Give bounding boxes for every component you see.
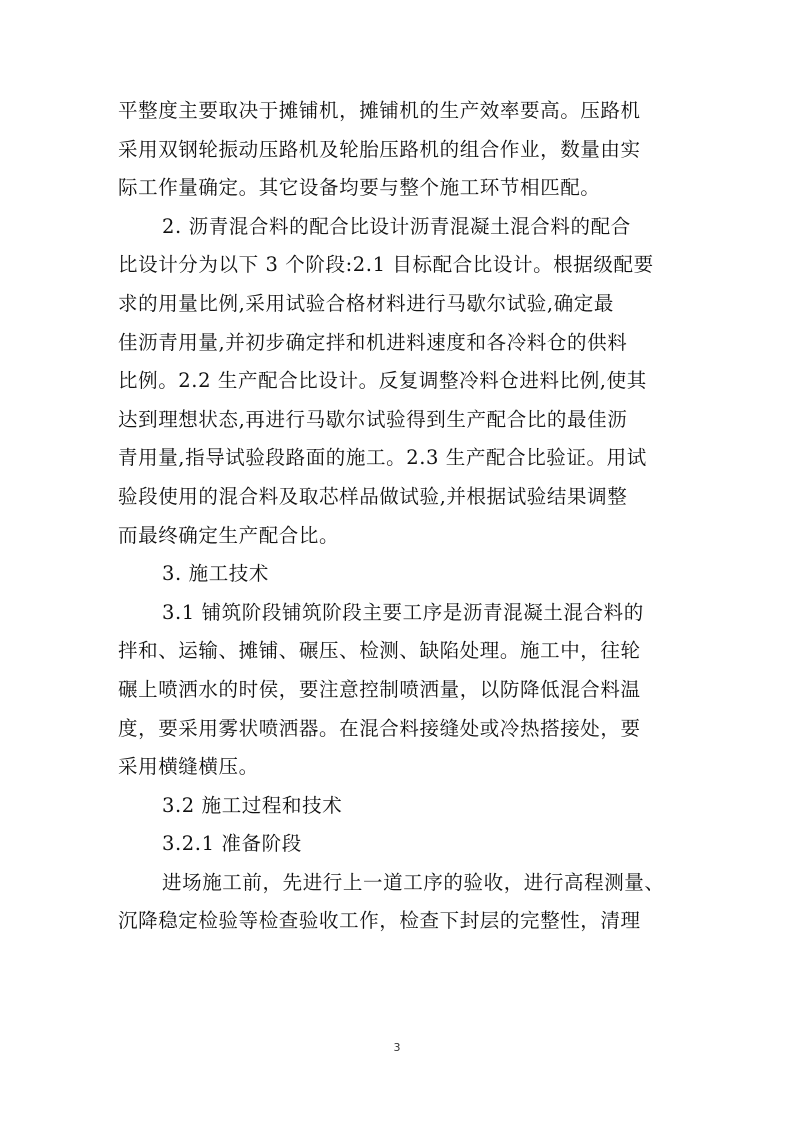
text-line: 际工作量确定。其它设备均要与整个施工环节相匹配。 xyxy=(118,176,601,200)
text-line: 验段使用的混合料及取芯样品做试验,并根据试验结果调整 xyxy=(118,484,628,508)
text-line: 比设计分为以下 3 个阶段:2.1 目标配合比设计。根据级配要 xyxy=(118,253,654,277)
text-line: 青用量,指导试验段路面的施工。2.3 生产配合比验证。用试 xyxy=(118,446,647,470)
text-line: 采用横缝横压。 xyxy=(118,755,259,779)
text-line: 采用双钢轮振动压路机及轮胎压路机的组合作业，数量由实 xyxy=(118,137,641,161)
text-line: 碾上喷洒水的时侯，要注意控制喷洒量，以防降低混合料温 xyxy=(118,677,641,701)
body-text xyxy=(118,92,680,941)
text-line: 而最终确定生产配合比。 xyxy=(118,523,340,547)
text-line: 佳沥青用量,并初步确定拌和机进料速度和各冷料仓的供料 xyxy=(118,330,628,354)
text-line: 3.1 铺筑阶段铺筑阶段主要工序是沥青混凝土混合料的 xyxy=(162,600,644,624)
text-line: 沉降稳定检验等检查验收工作，检查下封层的完整性，清理 xyxy=(118,909,641,933)
text-line: 3.2 施工过程和技术 xyxy=(162,793,343,817)
text-line: 度，要采用雾状喷洒器。在混合料接缝处或冷热搭接处，要 xyxy=(118,716,641,740)
text-line: 3. 施工技术 xyxy=(162,562,270,586)
text-line: 拌和、运输、摊铺、碾压、检测、缺陷处理。施工中，往轮 xyxy=(118,639,641,663)
text-line: 3.2.1 准备阶段 xyxy=(162,832,302,856)
text-line: 比例。2.2 生产配合比设计。反复调整冷料仓进料比例,使其 xyxy=(118,369,647,393)
page-number: 3 xyxy=(393,1041,401,1054)
text-line: 达到理想状态,再进行马歇尔试验得到生产配合比的最佳沥 xyxy=(118,407,628,431)
text-line: 求的用量比例,采用试验合格材料进行马歇尔试验,确定最 xyxy=(118,291,614,315)
text-line: 进场施工前，先进行上一道工序的验收，进行高程测量、 xyxy=(162,870,665,894)
text-line: 2. 沥青混合料的配合比设计沥青混凝土混合料的配合 xyxy=(162,214,631,238)
text-line: 平整度主要取决于摊铺机，摊铺机的生产效率要高。压路机 xyxy=(118,99,641,122)
